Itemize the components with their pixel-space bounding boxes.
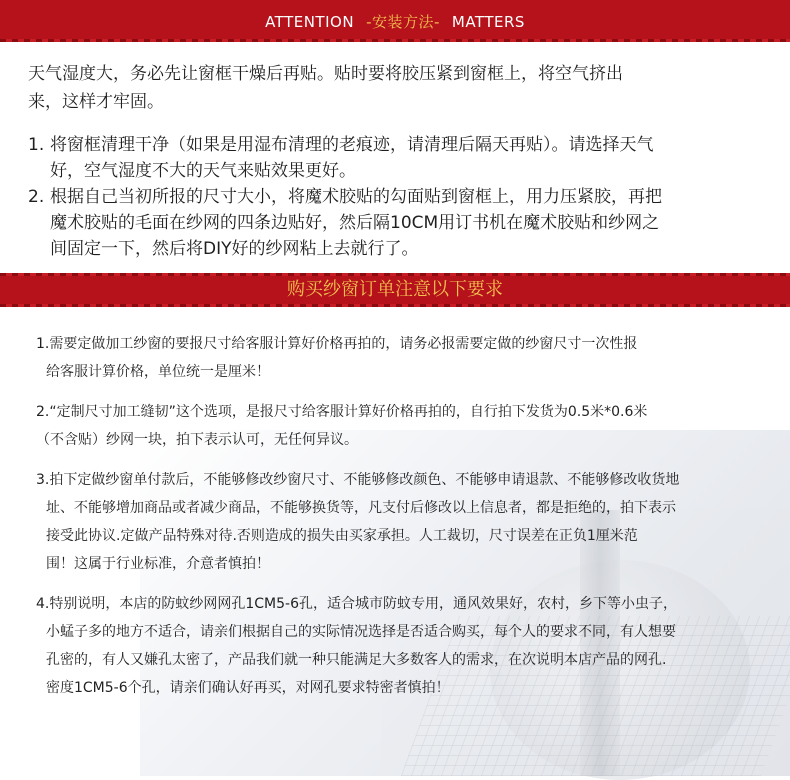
requirement-line: 3.拍下定做纱窗单付款后，不能够修改纱窗尺寸、不能够修改颜色、不能够申请退款、不能够修改收货地 <box>36 472 680 488</box>
requirement-line: 给客服计算价格，单位统一是厘米！ <box>46 364 270 380</box>
intro-line: 来，这样才牢固。 <box>28 92 164 112</box>
requirement-line: 孔密的，有人又嫌孔太密了，产品我们就一种只能满足大多数客人的需求，在次说明本店产品的网孔. <box>46 652 667 668</box>
requirement-line: 密度1CM5-6个孔，请亲们确认好再买，对网孔要求特密者慎拍！ <box>46 680 450 696</box>
step-number: 2. <box>28 187 45 207</box>
requirement-item <box>36 466 766 578</box>
step-number: 1. <box>28 135 45 155</box>
section-title: 购买纱窗订单注意以下要求 <box>287 279 503 300</box>
header-matters: MATTERS <box>451 13 525 31</box>
requirement-line: 4.特别说明，本店的防蚊纱网网孔1CM5-6孔，适合城市防蚊专用，通风效果好，农村，乡下等小虫子， <box>36 596 677 612</box>
step-line: 根据自己当初所报的尺寸大小，将魔术胶贴的勾面贴到窗框上，用力压紧胶，再把 <box>50 187 662 207</box>
install-step <box>28 184 773 262</box>
banner-stripe <box>0 273 790 276</box>
header-install-method: -安装方法- <box>366 13 440 31</box>
requirement-line: 围！这属于行业标准，介意者慎拍！ <box>46 556 270 572</box>
step-line: 间固定一下，然后将DIY好的纱网粘上去就行了。 <box>50 239 419 259</box>
requirement-line: 小蜢子多的地方不适合，请亲们根据自己的实际情况选择是否适合购买，每个人的要求不同，有人想要 <box>46 624 676 640</box>
banner-stripe <box>0 39 790 42</box>
step-line: 好，空气湿度不大的天气来贴效果更好。 <box>50 161 356 181</box>
requirement-item <box>36 590 766 702</box>
step-line: 魔术胶贴的毛面在纱网的四条边贴好，然后隔10CM用订书机在魔术胶贴和纱网之 <box>50 213 660 233</box>
requirement-item <box>36 330 766 386</box>
section-banner <box>0 273 790 307</box>
install-steps <box>28 132 773 262</box>
step-line: 将窗框清理干净（如果是用湿布清理的老痕迹，请清理后隔天再贴）。请选择天气 <box>50 135 654 155</box>
header-attention: ATTENTION <box>265 13 355 31</box>
requirement-line: 1.需要定做加工纱窗的要报尺寸给客服计算好价格再拍的，请务必报需要定做的纱窗尺寸一次性报 <box>36 336 638 352</box>
intro-line: 天气湿度大，务必先让窗框干燥后再贴。贴时要将胶压紧到窗框上，将空气挤出 <box>28 64 623 84</box>
requirement-line: 址、不能够增加商品或者减少商品，不能够换货等，凡支付后修改以上信息者，都是拒绝的，拍下表示 <box>46 500 676 516</box>
requirement-line: 2.“定制尺寸加工缝韧”这个选项，是报尺寸给客服计算好价格再拍的，自行拍下发货为0.5米*0.6米 <box>36 404 648 420</box>
requirement-line: 接受此协议.定做产品特殊对待.否则造成的损失由买家承担。人工裁切，尺寸误差在正负1厘米范 <box>46 528 638 544</box>
header-banner <box>0 0 790 42</box>
banner-stripe <box>0 304 790 307</box>
requirements-list <box>36 330 766 714</box>
requirement-item <box>36 398 766 454</box>
install-step <box>28 132 773 184</box>
requirement-line: （不含贴）纱网一块，拍下表示认可，无任何异议。 <box>36 432 358 448</box>
intro-paragraph <box>28 60 768 116</box>
